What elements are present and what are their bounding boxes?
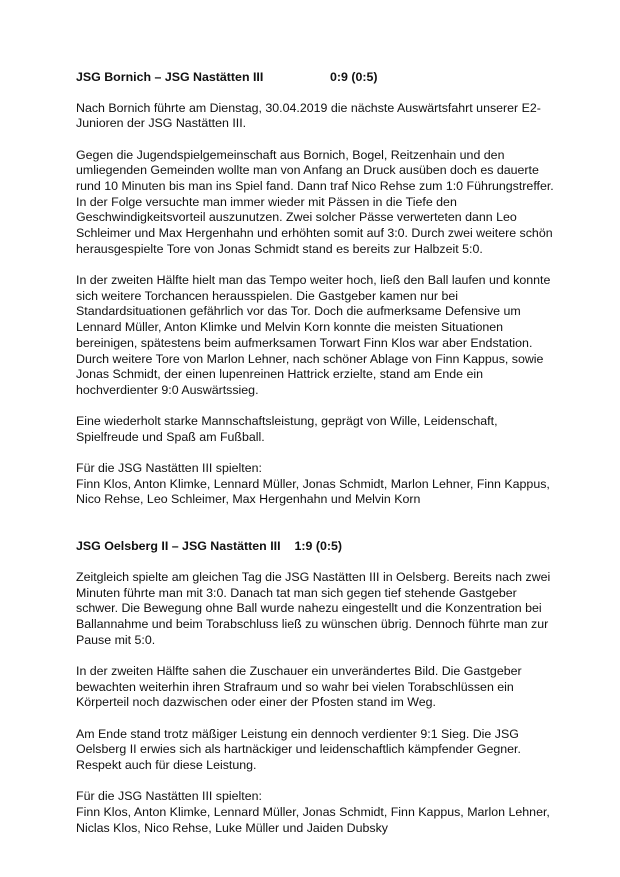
paragraph: Am Ende stand trotz mäßiger Leistung ein dennoch verdienter 9:1 Sieg. Die JSG Oelsberg II erwies sich als hartnäckiger und leidenschaftlich kämpfender Gegner. Respekt auch für diese Leistung. (76, 726, 521, 772)
paragraph: In der zweiten Hälfte sahen die Zuschauer ein unverändertes Bild. Die Gastgeber bewachten weiterhin ihren Strafraum und so wahr bei vielen Torabschlüssen ein Körperteil noch dazwischen oder einer der Pfosten stand im Weg. (76, 663, 522, 710)
match-teams: JSG Bornich – JSG Nastätten III (76, 70, 264, 84)
lineup-heading: Für die JSG Nastätten III spielten: (76, 461, 262, 476)
lineup-heading: Für die JSG Nastätten III spielten: (76, 789, 262, 804)
match-teams: JSG Oelsberg II – JSG Nastätten III (76, 539, 281, 554)
match-score: 1:9 (0:5) (294, 539, 343, 554)
lineup-list: Finn Klos, Anton Klimke, Lennard Müller, Jonas Schmidt, Marlon Lehner, Finn Kappus, Nico Rehse, Leo Schleimer, Max Hergenhahn und Melvin Korn (76, 476, 550, 507)
paragraph: Zeitgleich spielte am gleichen Tag die JSG Nastätten III in Oelsberg. Bereits nach zwei Minuten führte man mit 3:0. Danach tat man sich gegen tief stehende Gastgeber schwer. Die Bewegung ohne Ball wurde nahezu eingestellt und die Konzentration bei Ballannahme und beim Torabschluss ließ zu wünschen übrig. Dennoch führte man zur Pause mit 5:0. (76, 569, 551, 647)
match-score: 0:9 (0:5) (330, 70, 378, 84)
document-page (76, 70, 556, 836)
lineup-list: Finn Klos, Anton Klimke, Lennard Müller, Jonas Schmidt, Finn Kappus, Marlon Lehner, Niclas Klos, Nico Rehse, Luke Müller und Jaiden Dubsky (76, 804, 550, 835)
paragraph: Gegen die Jugendspielgemeinschaft aus Bornich, Bogel, Reitzenhain und den umliegenden Gemeinden wollte man von Anfang an Druck ausüben doch es dauerte rund 10 Minuten bis man ins Spiel fand. Dann traf Nico Rehse zum 1:0 Führungstreffer. In der Folge versuchte man immer wieder mit Pässen in die Tiefe den Geschwindigkeitsvorteil auszunutzen. Zwei solcher Pässe verwerteten dann Leo Schleimer und Max Hergenhahn und erhöhten somit auf 3:0. Durch zwei weitere schön herausgespielte Tore von Jonas Schmidt stand es bereits zur Halbzeit 5:0. (76, 147, 554, 256)
match-report-bornich (76, 70, 556, 508)
match-title (76, 70, 556, 86)
match-title (76, 539, 556, 555)
match-report-oelsberg (76, 539, 556, 836)
paragraph: In der zweiten Hälfte hielt man das Tempo weiter hoch, ließ den Ball laufen und konnte sich weitere Torchancen herausspielen. Die Gastgeber kamen nur bei Standardsituationen gefährlich vor das Tor. Doch die aufmerksame Defensive um Lennard Müller, Anton Klimke und Melvin Korn konnte die meisten Situationen bereinigen, spätestens beim aufmerksamen Torwart Finn Klos war aber Endstation. Durch weitere Tore von Marlon Lehner, nach schöner Ablage von Finn Kappus, sowie Jonas Schmidt, der einen lupenreinen Hattrick erzielte, stand am Ende ein hochverdienter 9:0 Auswärtssieg. (76, 273, 551, 397)
paragraph: Eine wiederholt starke Mannschaftsleistung, geprägt von Wille, Leidenschaft, Spielfreude und Spaß am Fußball. (76, 414, 498, 444)
paragraph: Nach Bornich führte am Dienstag, 30.04.2019 die nächste Auswärtsfahrt unserer E2-Junioren der JSG Nastätten III. (76, 100, 541, 131)
